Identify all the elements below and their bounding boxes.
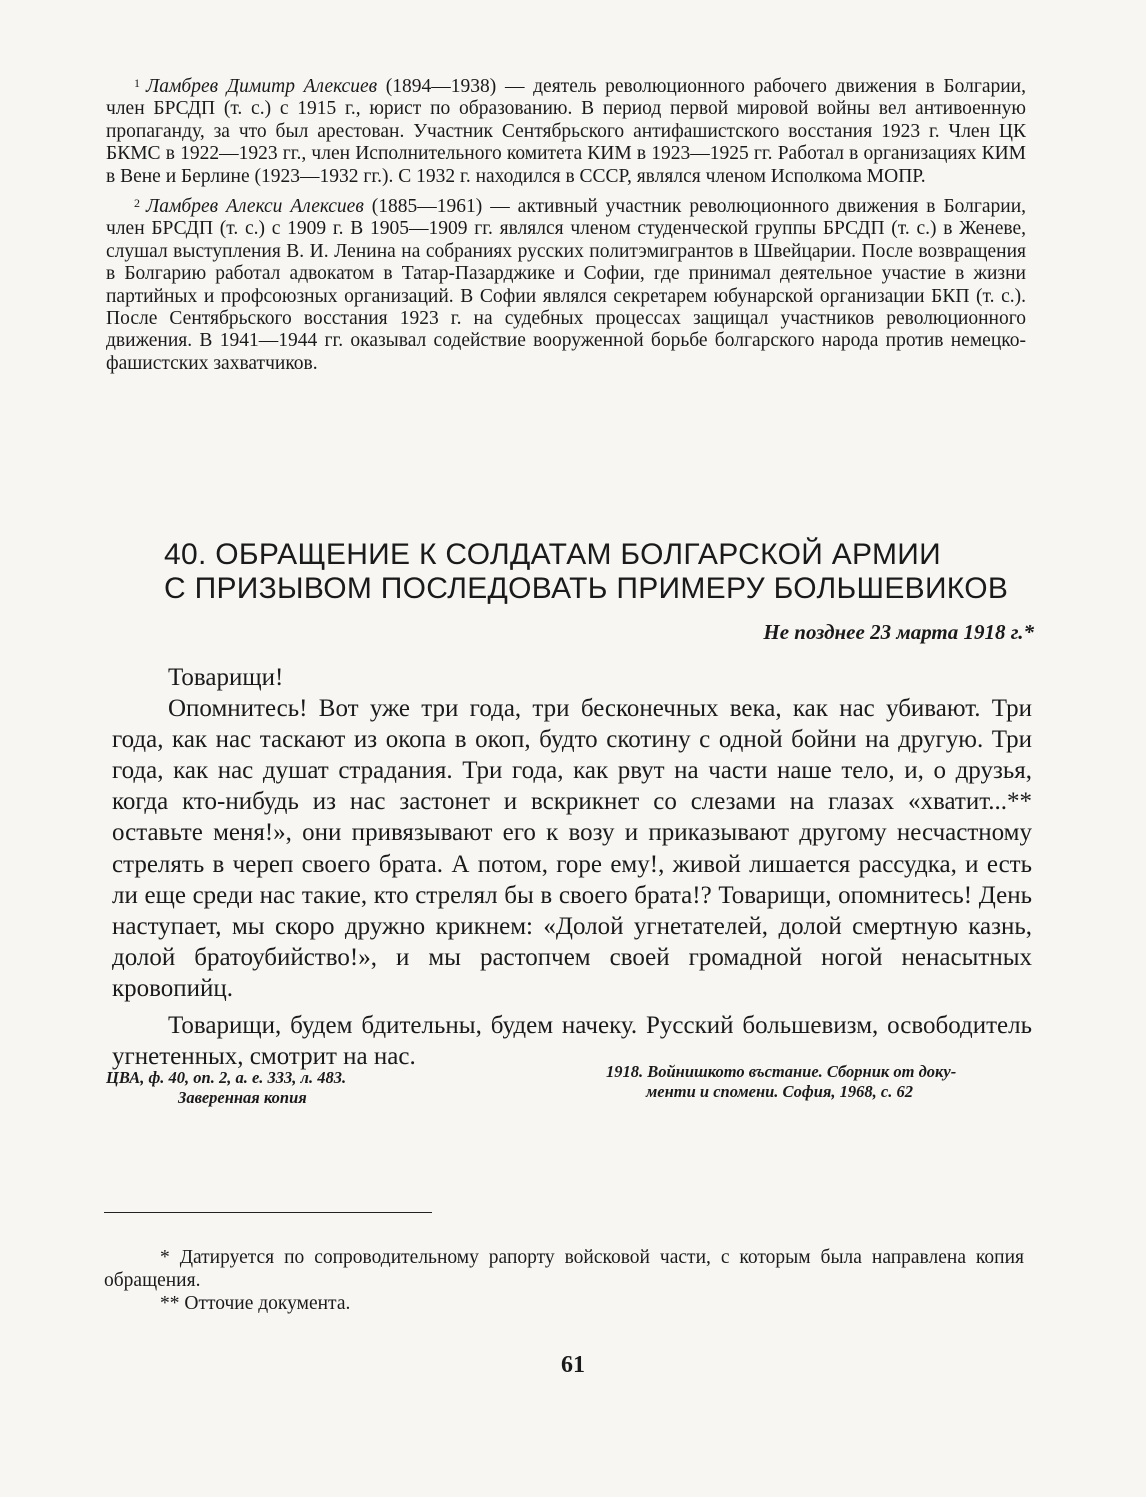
heading-line-2: С ПРИЗЫВОМ ПОСЛЕДОВАТЬ ПРИМЕРУ БОЛЬШЕВИКОВ: [164, 572, 1009, 605]
footnote-marker: 1: [134, 76, 140, 90]
heading-line-1: 40. ОБРАЩЕНИЕ К СОЛДАТАМ БОЛГАРСКОЙ АРМИИ: [164, 538, 942, 571]
paragraph-1: Опомнитесь! Вот уже три года, три бесконечных века, как нас убивают. Три года, как нас таскают из окопа в окоп, будто скотину с одной бойни на другую. Три года, как нас душат страдания. Три года, как рвут на части наше тело, и, о друзья, когда кто-нибудь из нас застонет и вскрикнет со слезами на глазах «хватит...** оставьте меня!», они привязывают его к возу и приказывают другому несчастному стрелять в череп своего брата. А потом, горе ему!, живой лишается рассудка, и есть ли еще среди нас такие, кто стрелял бы в своего брата!? Товарищи, опомнитесь! День наступает, мы скоро дружно крикнем: «Долой угнетателей, долой смертную казнь, долой братоубийство!», и мы растопчем своей громадной ногой ненасытных кровопийц.: [112, 695, 1032, 1002]
archive-source: [106, 1068, 486, 1108]
publication-line-1: 1918. Войнишкото въстание. Сборник от доку-: [606, 1062, 957, 1081]
footnote-name: Ламбрев Алекси Алексиев: [146, 196, 364, 218]
document-body: [112, 662, 1032, 1072]
document-date: Не позднее 23 марта 1918 г.*: [763, 620, 1034, 644]
paragraph-2: Товарищи, будем бдительны, будем начеку. Русский большевизм, освободитель угнетенных, смотрит на нас.: [112, 1012, 1032, 1071]
footnote-1: [106, 72, 1026, 188]
bottom-footnotes: [104, 1246, 1024, 1315]
footnote-text: (1894—1938) — деятель революционного рабочего движения в Болгарии, член БРСДП (т. с.) с 1915 г., юрист по образованию. В период первой мировой войны вел антивоенную пропаганду, за что был арестован. Участник Сентябрьского антифашистского восстания 1923 г. Член ЦК БКМС в 1922—1923 гг., член Исполнительного комитета КИМ в 1923—1925 гг. Работал в организациях КИМ в Вене и Берлине (1923—1932 гг.). С 1932 г. находился в СССР, являлся членом Исполкома МОПР.: [106, 76, 1026, 187]
footnote-double-star: ** Отточие документа.: [160, 1293, 351, 1314]
footnote-divider: [104, 1212, 432, 1213]
salutation: Товарищи!: [168, 664, 284, 691]
footnote-text: (1885—1961) — активный участник революционного движения в Болгарии, член БРСДП (т. с.) с 1909 г. В 1905—1909 гг. являлся членом студенческой группы БРСДП (т. с.) в Женеве, слушал выступления В. И. Ленина на собраниях русских политэмигрантов в Швейцарии. После возвращения в Болгарию работал адвокатом в Татар-Пазарджике и Софии, где принимал деятельное участие в жизни партийных и профсоюзных организаций. В Софии являлся секретарем юбунарской организации БКП (т. с.). После Сентябрьского восстания 1923 г. на судебных процессах защищал участников революционного движения. В 1941—1944 гг. оказывал содействие вооруженной борьбе болгарского народа против немецко-фашистских захватчиков.: [106, 196, 1027, 374]
archive-line-2: Заверенная копия: [178, 1088, 307, 1107]
top-footnotes: [106, 72, 1026, 379]
footnote-star: * Датируется по сопроводительному рапорту войсковой части, с которым была направлена копия обращения.: [104, 1247, 1024, 1291]
archive-line-1: ЦВА, ф. 40, оп. 2, а. е. 333, л. 483.: [106, 1068, 347, 1087]
footnote-name: Ламбрев Димитр Алексиев: [146, 76, 378, 97]
publication-source: [606, 1062, 1036, 1102]
footnote-marker: 2: [134, 196, 140, 211]
document-heading: [164, 538, 1014, 606]
page-number: 61: [561, 1352, 585, 1378]
publication-line-2: менти и спомени. София, 1968, с. 62: [646, 1082, 913, 1101]
footnote-2: [106, 192, 1026, 375]
